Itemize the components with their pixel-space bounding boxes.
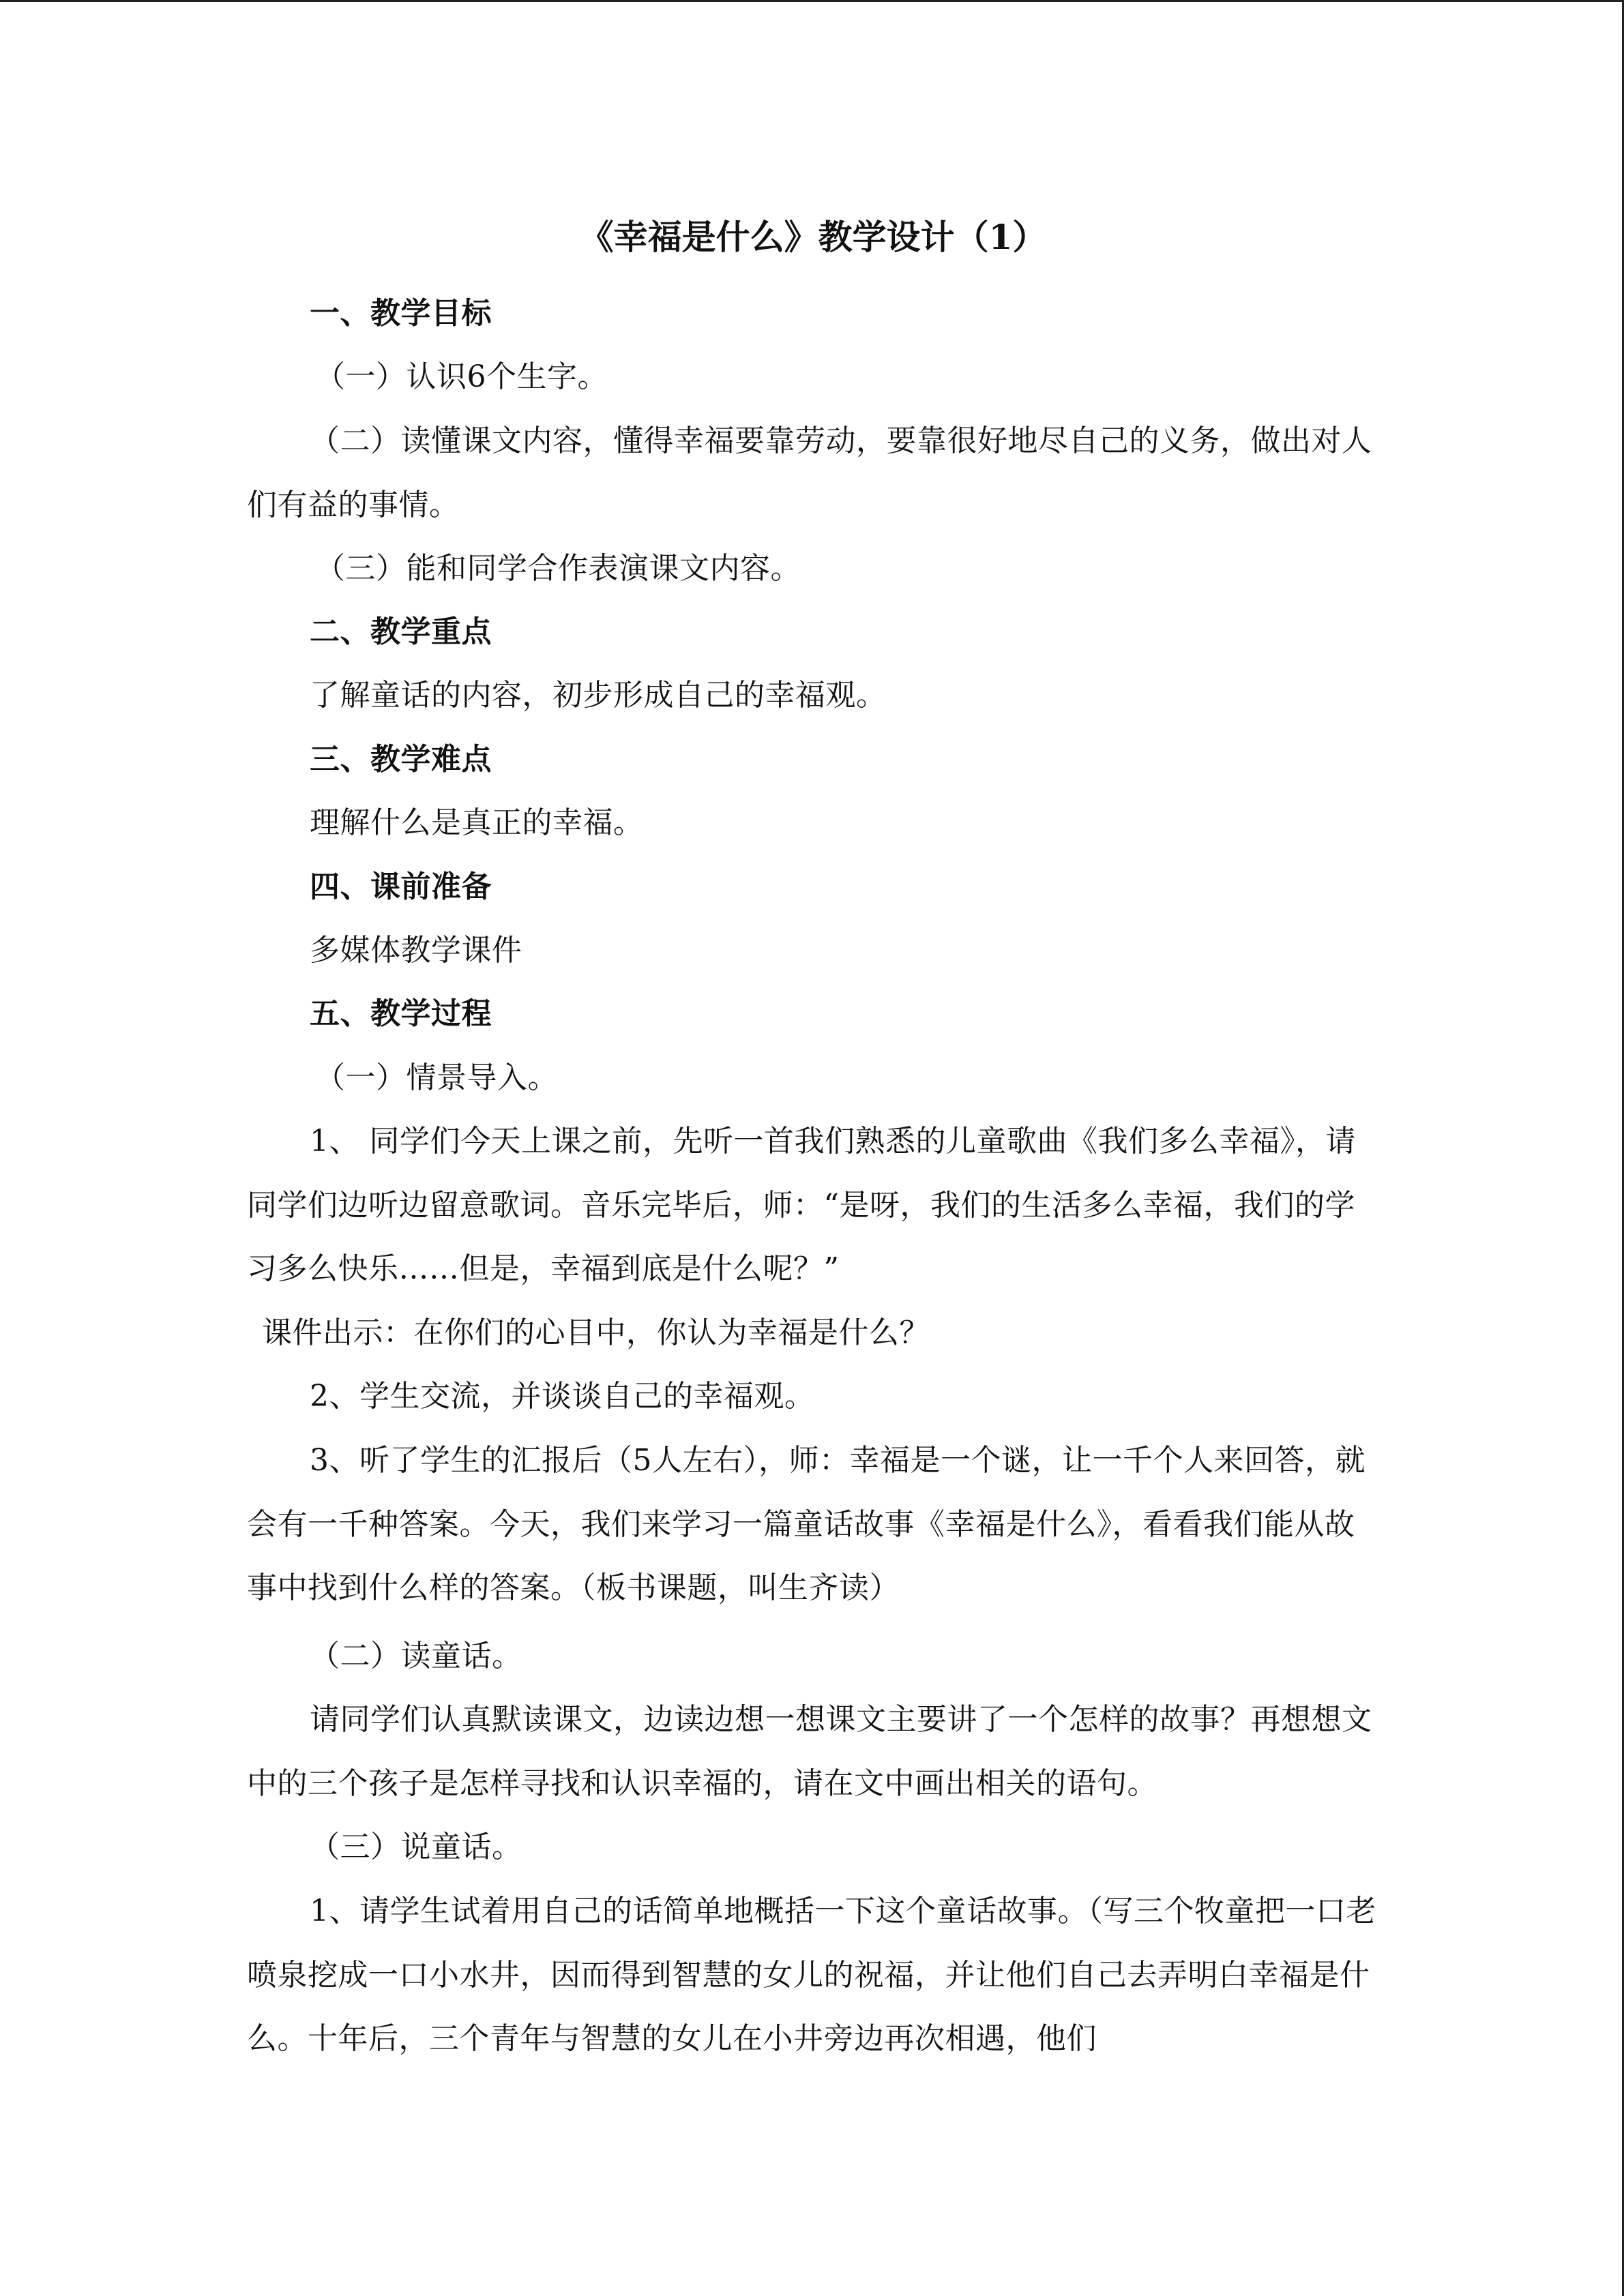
key-points-text: 了解童话的内容，初步形成自己的幸福观。 xyxy=(310,678,887,713)
section-heading-process: 五、教学过程 xyxy=(310,996,492,1031)
objective-item-2: （二）读懂课文内容，懂得幸福要靠劳动，要靠很好地尽自己的义务，做出对人们有益的事情。 xyxy=(247,423,1372,522)
intro-paragraph-3: 3、听了学生的汇报后（5人左右），师：幸福是一个谜，让一千个人来回答，就会有一千种答案。今天，我们来学习一篇童话故事《幸福是什么》，看看我们能从故事中找到什么样的答案。（板书课题，叫生齐读） xyxy=(247,1443,1365,1605)
objective-item-3: （三）能和同学合作表演课文内容。 xyxy=(315,551,801,586)
read-paragraph: 请同学们认真默读课文，边读边想一想课文主要讲了一个怎样的故事？再想想文中的三个孩子是怎样寻找和认识幸福的，请在文中画出相关的语句。 xyxy=(247,1702,1372,1801)
section-heading-key-points: 二、教学重点 xyxy=(310,614,492,649)
document-title: 《幸福是什么》教学设计（1） xyxy=(579,217,1047,257)
intro-paragraph-1: 1、 同学们今天上课之前，先听一首我们熟悉的儿童歌曲《我们多么幸福》，请同学们边听边留意歌词。音乐完毕后，师：“是呀，我们的生活多么幸福，我们的学习多么快乐……但是，幸福到底是什么呢？” xyxy=(247,1124,1356,1286)
process-sub-heading-read: （二）读童话。 xyxy=(310,1639,522,1673)
section-heading-objectives: 一、教学目标 xyxy=(310,296,492,331)
intro-paragraph-2: 2、学生交流，并谈谈自己的幸福观。 xyxy=(310,1379,815,1414)
process-sub-heading-tell: （三）说童话。 xyxy=(310,1830,522,1864)
preparation-text: 多媒体教学课件 xyxy=(310,933,522,968)
tell-paragraph-1: 1、请学生试着用自己的话简单地概括一下这个童话故事。（写三个牧童把一口老喷泉挖成一口小水井，因而得到智慧的女儿的祝福，并让他们自己去弄明白幸福是什么。十年后，三个青年与智慧的女儿在小井旁边再次相遇，他们 xyxy=(247,1894,1376,2056)
objective-item-1: （一）认识6个生字。 xyxy=(315,359,608,394)
courseware-prompt: 课件出示：在你们的心目中，你认为幸福是什么？ xyxy=(262,1315,930,1350)
section-heading-preparation: 四、课前准备 xyxy=(310,869,492,904)
section-heading-difficulties: 三、教学难点 xyxy=(310,742,492,777)
difficulties-text: 理解什么是真正的幸福。 xyxy=(310,805,644,840)
process-sub-heading-intro: （一）情景导入。 xyxy=(315,1060,558,1095)
